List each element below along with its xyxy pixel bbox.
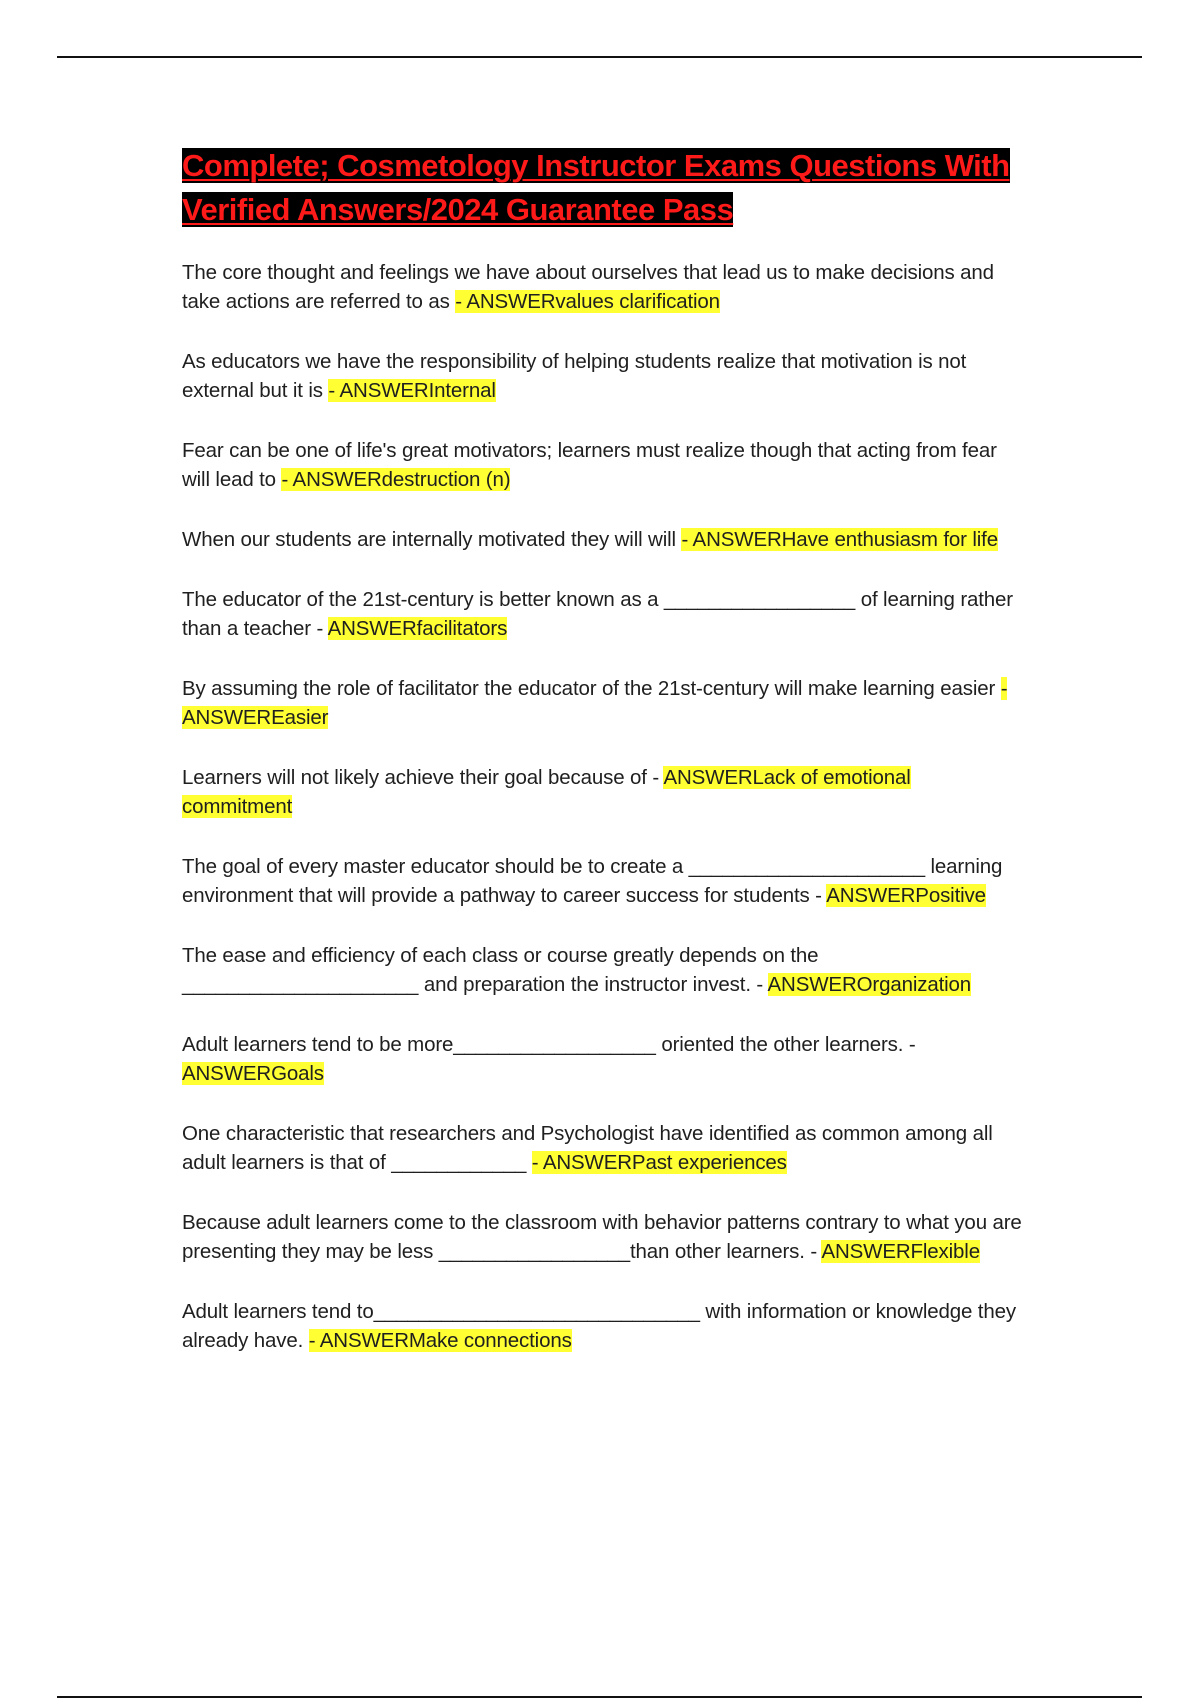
answer-highlight: - ANSWERMake connections — [308, 1329, 572, 1352]
document-title-text: Complete; Cosmetology Instructor Exams Questions With Verified Answers/2024 Guarantee Pass — [182, 148, 1010, 227]
footer-rule — [57, 1696, 1142, 1698]
question-text: By assuming the role of facilitator the educator of the 21st-century will make learning easier — [182, 677, 1001, 700]
answer-highlight: - ANSWERHave enthusiasm for life — [681, 528, 998, 551]
question-text: The ease and efficiency of each class or course greatly depends on the _____________________ and preparation the instructor invest. - — [182, 944, 819, 996]
question-text: The educator of the 21st-century is better known as a _________________ of learning rather than a teacher - — [182, 588, 1013, 640]
answer-highlight: ANSWERLack of emotional commitment — [182, 766, 911, 818]
answer-highlight: ANSWERfacilitators — [327, 617, 508, 640]
question-text: Fear can be one of life's great motivators; learners must realize though that acting from fear will lead to — [182, 439, 997, 491]
document-title — [182, 144, 1022, 232]
question-text: Adult learners tend to_____________________________ with information or knowledge they already have. — [182, 1300, 1016, 1352]
answer-highlight: - ANSWERdestruction (n) — [281, 468, 511, 491]
qa-list — [182, 258, 1022, 1355]
answer-highlight: - ANSWERInternal — [328, 379, 496, 402]
question-text: The goal of every master educator should be to create a _____________________ learning environment that will provide a pathway to career success for students - — [182, 855, 1003, 907]
answer-highlight: - ANSWERPast experiences — [531, 1151, 787, 1174]
answer-highlight: ANSWERGoals — [182, 1062, 324, 1085]
question-text: The core thought and feelings we have about ourselves that lead us to make decisions and take actions are referred to as — [182, 261, 994, 313]
answer-highlight: ANSWERPositive — [826, 884, 986, 907]
qa-item — [182, 585, 1022, 643]
answer-highlight: - ANSWEREasier — [182, 677, 1008, 729]
answer-highlight: ANSWEROrganization — [767, 973, 972, 996]
qa-item — [182, 852, 1022, 910]
document-body — [182, 144, 1022, 1386]
answer-highlight: ANSWERFlexible — [821, 1240, 980, 1263]
question-text: One characteristic that researchers and Psychologist have identified as common among all adult learners is that of ____________ — [182, 1122, 993, 1174]
qa-item — [182, 1030, 1022, 1088]
question-text: Adult learners tend to be more__________________ oriented the other learners. - — [182, 1033, 916, 1056]
qa-item — [182, 941, 1022, 999]
answer-highlight: - ANSWERvalues clarification — [455, 290, 720, 313]
qa-item — [182, 347, 1022, 405]
question-text: As educators we have the responsibility of helping students realize that motivation is not external but it is — [182, 350, 967, 402]
qa-item — [182, 763, 1022, 821]
question-text: Because adult learners come to the classroom with behavior patterns contrary to what you are presenting they may be less _________________than other learners. - — [182, 1211, 1022, 1263]
qa-item — [182, 525, 1022, 554]
question-text: Learners will not likely achieve their goal because of - — [182, 766, 664, 789]
qa-item — [182, 258, 1022, 316]
qa-item — [182, 1297, 1022, 1355]
qa-item — [182, 436, 1022, 494]
qa-item — [182, 1119, 1022, 1177]
qa-item — [182, 674, 1022, 732]
question-text: When our students are internally motivated they will will — [182, 528, 682, 551]
qa-item — [182, 1208, 1022, 1266]
header-rule — [57, 56, 1142, 58]
